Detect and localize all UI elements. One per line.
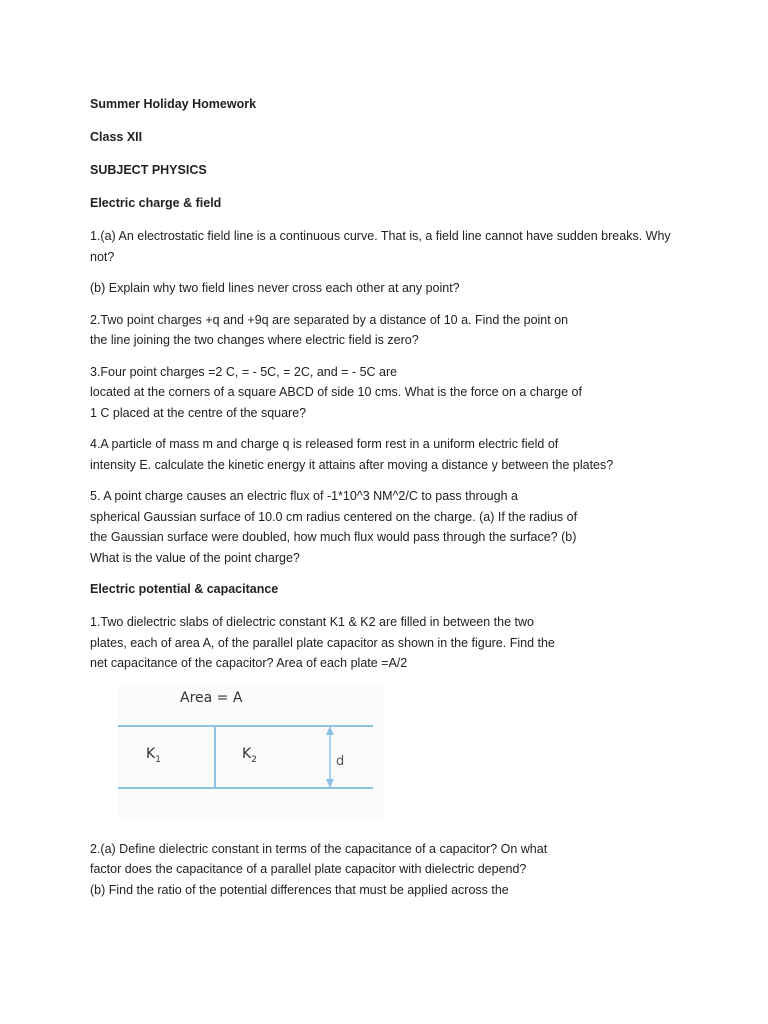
text-line: not? [90,249,115,264]
text-line: 1.Two dielectric slabs of dielectric constant K1 & K2 are filled in between the two [90,615,534,629]
text-line: 2.(a) Define dielectric constant in terms of the capacitance of a capacitor? On what [90,841,548,856]
arrow-head-bottom [326,779,334,788]
section-heading-potential-capacitance: Electric potential & capacitance [90,582,279,596]
question-4 [90,434,708,475]
k2-subscript: 2 [251,754,257,765]
text-line: factor does the capacitance of a parallel plate capacitor with dielectric depend? [90,862,527,876]
k1-subscript: 1 [155,754,161,765]
text-line: (b) Explain why two field lines never cross each other at any point? [90,281,460,295]
text-line: net capacitance of the capacitor? Area of each plate =A/2 [90,656,408,670]
question-5 [90,486,708,568]
subject-label: SUBJECT PHYSICS [90,163,207,177]
question-3 [90,362,708,424]
text-line: spherical Gaussian surface of 10.0 cm radius centered on the charge. (a) If the radius of [90,509,578,524]
dielectric-k2-label [242,746,257,765]
text-line: the Gaussian surface were doubled, how much flux would pass through the surface? (b) [90,530,577,544]
text-line: 2.Two point charges +q and +9q are separated by a distance of 10 a. Find the point on [90,312,569,327]
question-capacitance-2 [90,839,708,901]
question-capacitance-1 [90,612,708,674]
dielectric-k1-label [146,746,161,765]
arrow-head-top [326,726,334,735]
section-heading-charge-field: Electric charge & field [90,196,222,210]
question-1b [90,278,708,299]
text-line: 1 C placed at the centre of the square? [90,405,307,420]
document-title: Summer Holiday Homework [90,97,257,111]
text-line: 4.A particle of mass m and charge q is released form rest in a uniform electric field of [90,437,559,451]
class-label: Class XII [90,130,143,144]
text-line: the line joining the two changes where electric field is zero? [90,333,419,347]
text-line: located at the corners of a square ABCD of side 10 cms. What is the force on a charge of [90,385,582,399]
text-line: (b) Find the ratio of the potential differences that must be applied across the [90,882,509,897]
text-line: 3.Four point charges =2 C, = - 5C, = 2C, and = - 5C are [90,364,398,379]
text-line: 5. A point charge causes an electric flux of -1*10^3 NM^2/C to pass through a [90,489,518,503]
k2-symbol: K [242,745,252,762]
separation-d-label: d [336,753,345,769]
text-line: 1.(a) An electrostatic field line is a continuous curve. That is, a field line cannot have sudden breaks. Why [90,229,671,243]
k1-symbol: K [146,745,156,762]
question-2 [90,310,708,351]
capacitor-figure [118,686,383,821]
question-1a [90,226,708,267]
text-line: plates, each of area A, of the parallel plate capacitor as shown in the figure. Find the [90,635,555,650]
area-label: Area = A [180,689,243,706]
text-line: intensity E. calculate the kinetic energy it attains after moving a distance y between the plates? [90,457,614,472]
text-line: What is the value of the point charge? [90,550,300,565]
